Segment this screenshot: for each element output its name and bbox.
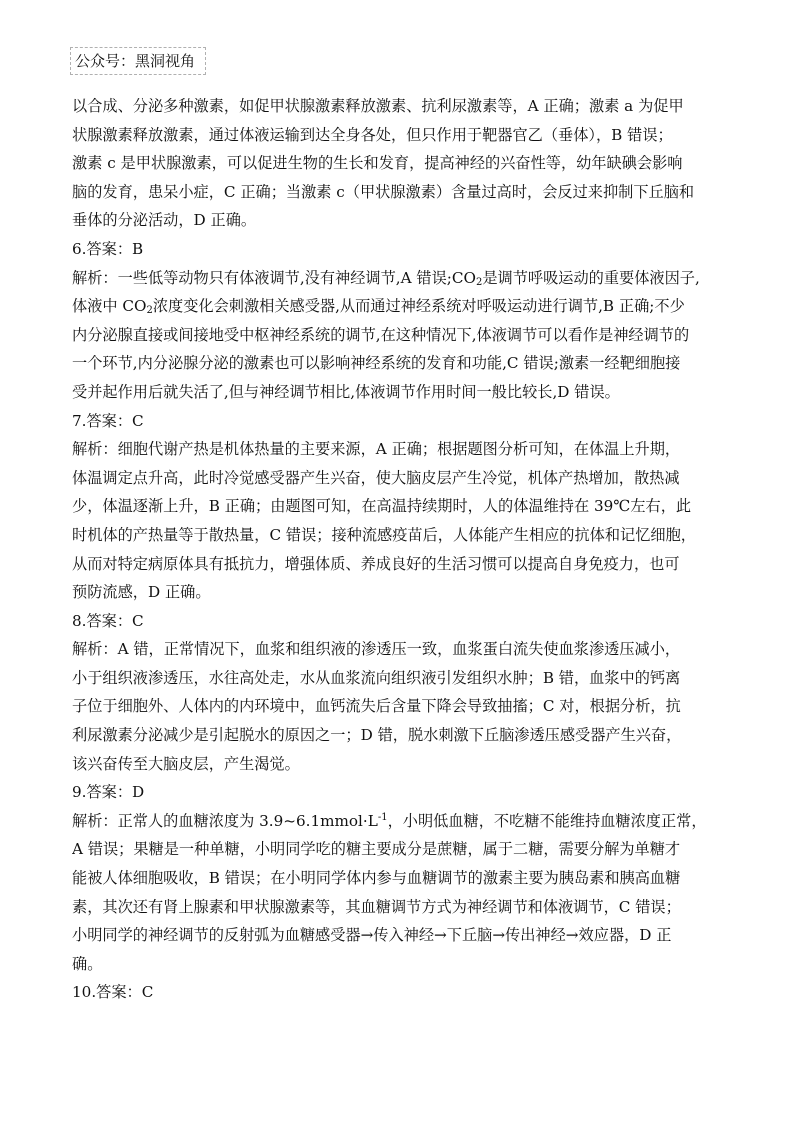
text-segment: 体液中 CO xyxy=(72,297,147,316)
answer-text-body xyxy=(72,92,732,1007)
subscript: 2 xyxy=(475,276,483,288)
text-line: 受并起作用后就失活了,但与神经调节相比,体液调节作用时间一般比较长,D 错误。 xyxy=(72,382,620,401)
text-line: 确。 xyxy=(72,954,103,973)
text-line: 少，体温逐渐上升，B 正确；由题图可知，在高温持续期时，人的体温维持在 39℃左右，此 xyxy=(72,497,692,516)
subscript: 2 xyxy=(146,305,153,317)
text-line: 时机体的产热量等于散热量，C 错误；接种流感疫苗后，人体能产生相应的抗体和记忆细胞， xyxy=(72,525,696,544)
text-line: 激素 c 是甲状腺激素，可以促进生物的生长和发育，提高神经的兴奋性等，幼年缺碘会影响 xyxy=(72,154,683,173)
text-line: 9.答案：D xyxy=(72,783,145,802)
text-line: 状腺激素释放激素，通过体液运输到达全身各处，但只作用于靶器官乙（垂体），B 错误； xyxy=(72,125,673,144)
text-line: 垂体的分泌活动，D 正确。 xyxy=(72,211,257,230)
text-line: 以合成、分泌多种激素，如促甲状腺激素释放激素、抗利尿激素等，A 正确；激素 a 为促甲 xyxy=(72,97,684,115)
text-line: 脑的发育，患呆小症，C 正确；当激素 c（甲状腺激素）含量过高时，会反过来抑制下丘脑和 xyxy=(72,182,695,201)
text-line: 子位于细胞外、人体内的内环境中，血钙流失后含量下降会导致抽搐；C 对，根据分析，抗 xyxy=(72,697,681,716)
text-line: 解析：A 错，正常情况下，血浆和组织液的渗透压一致，血浆蛋白流失使血浆渗透压减小， xyxy=(72,640,681,659)
text-line: 体温调定点升高，此时冷觉感受器产生兴奋，使大脑皮层产生冷觉，机体产热增加，散热减 xyxy=(72,468,680,487)
text-line: 内分泌腺直接或间接地受中枢神经系统的调节,在这种情况下,体液调节可以看作是神经调节的 xyxy=(72,325,690,344)
text-line: 该兴奋传至大脑皮层，产生渴觉。 xyxy=(72,754,300,773)
text-line: A 错误；果糖是一种单糖，小明同学吃的糖主要成分是蔗糖，属于二糖，需要分解为单糖才 xyxy=(72,840,681,859)
text-line: 从而对特定病原体具有抵抗力，增强体质、养成良好的生活习惯可以提高自身免疫力，也可 xyxy=(72,554,680,573)
text-line: 预防流感，D 正确。 xyxy=(72,583,211,602)
text-segment: 解析：正常人的血糖浓度为 3.9~6.1mmol·L xyxy=(72,811,378,830)
superscript: -1 xyxy=(377,811,388,823)
text-segment: 浓度变化会刺激相关感受器,从而通过神经系统对呼吸运动进行调节,B 正确;不少 xyxy=(152,297,685,316)
text-line: 10.答案：C xyxy=(72,983,154,1002)
text-line: 一个环节,内分泌腺分泌的激素也可以影响神经系统的发育和功能,C 错误;激素一经靶细胞接 xyxy=(72,354,681,373)
text-line xyxy=(72,264,732,293)
text-line: 8.答案：C xyxy=(72,611,144,630)
text-segment: 是调节呼吸运动的重要体液因子, xyxy=(482,268,700,287)
text-line: 6.答案：B xyxy=(72,239,144,258)
text-line xyxy=(72,807,732,836)
text-line: 小于组织液渗透压，水往高处走，水从血浆流向组织液引发组织水肿；B 错，血浆中的钙离 xyxy=(72,668,681,687)
watermark-label: 公众号：黑洞视角 xyxy=(70,47,206,75)
text-segment: ，小明低血糖，不吃糖不能维持血糖浓度正常， xyxy=(387,811,707,830)
text-line: 素，其次还有肾上腺素和甲状腺激素等，其血糖调节方式为神经调节和体液调节，C 错误； xyxy=(72,897,681,916)
text-line: 能被人体细胞吸收，B 错误；在小明同学体内参与血糖调节的激素主要为胰岛素和胰高血糖 xyxy=(72,869,681,888)
text-line: 利尿激素分泌减少是引起脱水的原因之一；D 错，脱水刺激下丘脑渗透压感受器产生兴奋， xyxy=(72,726,682,745)
text-segment: 解析：一些低等动物只有体液调节,没有神经调节,A 错误;CO xyxy=(72,268,476,287)
text-line: 小明同学的神经调节的反射弧为血糖感受器→传入神经→下丘脑→传出神经→效应器，D 正 xyxy=(72,926,672,945)
text-line xyxy=(72,292,732,321)
text-line: 解析：细胞代谢产热是机体热量的主要来源，A 正确；根据题图分析可知，在体温上升期， xyxy=(72,440,681,459)
text-line: 7.答案：C xyxy=(72,411,144,430)
